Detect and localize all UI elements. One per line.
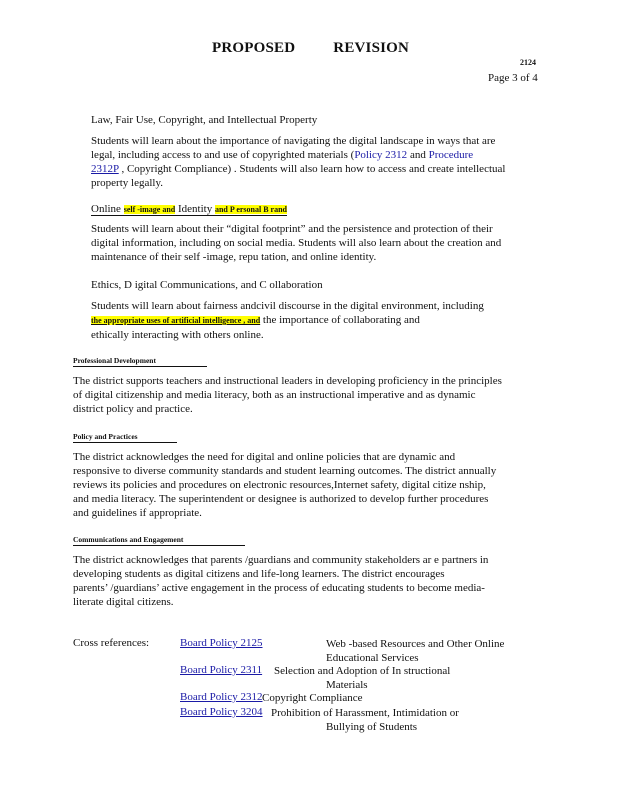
ethics-line-3: ethically interacting with others online. (91, 329, 264, 341)
board-policy-3204-link[interactable]: Board Policy 3204 (180, 706, 263, 718)
xref-desc-2311 (274, 664, 514, 692)
professional-heading-text: Professional Development (73, 356, 207, 367)
communications-line-1: The district acknowledges that parents /guardians and community stakeholders ar e partners in (73, 554, 489, 566)
document-title (212, 40, 409, 57)
law-line-2 (91, 148, 533, 162)
professional-line-1: The district supports teachers and instructional leaders in developing proficiency in the principles (73, 375, 502, 387)
online-heading-highlight-1: self -image and (123, 205, 176, 214)
law-line-3 (91, 162, 533, 176)
communications-line-3: parents’ /guardians’ active engagement in the process of educating students to become media- (73, 582, 485, 594)
communications-paragraph (73, 553, 535, 609)
communications-heading-text: Communications and Engagement (73, 535, 245, 546)
communications-line-4: literate digital citizens. (73, 596, 174, 608)
policy-line-2: responsive to diverse community standards and student learning outcomes. The district annually (73, 465, 497, 477)
policy-line-1: The district acknowledges the need for digital and online policies that are dynamic and (73, 451, 456, 463)
law-line-1: Students will learn about the importance of navigating the digital landscape in ways that are (91, 135, 496, 147)
law-line-2-mid: and (407, 149, 429, 161)
xref-desc-3204-line-2: Bullying of Students (326, 721, 418, 733)
document-number: 2124 (520, 58, 536, 67)
online-line-1: Students will learn about their “digital footprint” and the persistence and protection of their (91, 223, 493, 235)
communications-line-2: developing students as digital citizens and life-long learners. The district encourages (73, 568, 445, 580)
online-line-2: digital information, including on social media. Students will also learn about the creation and (91, 237, 502, 249)
xref-desc-2125 (326, 637, 526, 665)
xref-desc-2125-line-2: Educational Services (326, 652, 419, 664)
communications-heading (73, 535, 245, 546)
xref-desc-2312 (262, 691, 502, 705)
professional-line-2: of digital citizenship and media literacy, both as an instructional imperative and as dynamic (73, 389, 476, 401)
law-line-4: property legally. (91, 177, 163, 189)
online-heading (91, 203, 287, 216)
ethics-paragraph (91, 299, 533, 342)
law-heading: Law, Fair Use, Copyright, and Intellectual Property (91, 114, 318, 126)
policy-line-4: and media literacy. The superintendent or designee is authorized to develop further procedures (73, 493, 489, 505)
procedure-link[interactable]: Procedure (428, 149, 474, 161)
online-heading-highlight-2: and P ersonal B rand (214, 205, 287, 214)
page-number: Page 3 of 4 (488, 72, 538, 84)
law-line-3-text: , Copyright Compliance) . Students will also learn how to access and create intellectual (118, 163, 506, 175)
policy-paragraph (73, 450, 535, 520)
title-word-proposed: PROPOSED (212, 40, 296, 56)
xref-desc-3204-line-1: Prohibition of Harassment, Intimidation or (271, 707, 459, 719)
policy-line-3: reviews its policies and procedures on electronic resources,Internet safety, digital citize nship, (73, 479, 486, 491)
board-policy-2311-link[interactable]: Board Policy 2311 (180, 664, 263, 676)
online-heading-mid: Identity (175, 203, 215, 215)
policy-heading-text: Policy and Practices (73, 432, 177, 443)
law-paragraph (91, 134, 533, 190)
ethics-line-1: Students will learn about fairness andcivil discourse in the digital environment, including (91, 300, 484, 312)
policy-2312-link[interactable]: Policy 2312 (354, 149, 408, 161)
ethics-line-2-text: the importance of collaborating and (260, 314, 420, 326)
online-paragraph (91, 222, 533, 264)
professional-heading (73, 356, 207, 367)
policy-line-5: and guidelines if appropriate. (73, 507, 202, 519)
online-line-3: maintenance of their self -image, repu tation, and online identity. (91, 251, 377, 263)
policy-heading (73, 432, 177, 443)
professional-line-3: district policy and practice. (73, 403, 193, 415)
title-word-revision: REVISION (333, 40, 410, 56)
online-heading-pre: Online (91, 203, 124, 215)
xref-desc-3204 (271, 706, 521, 734)
xref-desc-2311-line-1: Selection and Adoption of In structional (274, 665, 451, 677)
xref-desc-2125-line-1: Web -based Resources and Other Online (326, 638, 505, 650)
xref-desc-2311-line-2: Materials (326, 679, 368, 691)
ethics-line-2 (91, 313, 533, 328)
xref-desc-2312-line-1: Copyright Compliance (262, 692, 363, 704)
law-line-2-text: legal, including access to and use of copyrighted materials ( (91, 149, 355, 161)
professional-paragraph (73, 374, 535, 416)
ethics-heading: Ethics, D igital Communications, and C ollaboration (91, 279, 323, 291)
ai-highlight: the appropriate uses of artificial intelligence , and (91, 316, 261, 325)
cross-references-label: Cross references: (73, 637, 150, 649)
board-policy-2125-link[interactable]: Board Policy 2125 (180, 637, 263, 649)
procedure-2312p-link[interactable]: 2312P (91, 163, 119, 175)
board-policy-2312-link[interactable]: Board Policy 2312 (180, 691, 263, 703)
